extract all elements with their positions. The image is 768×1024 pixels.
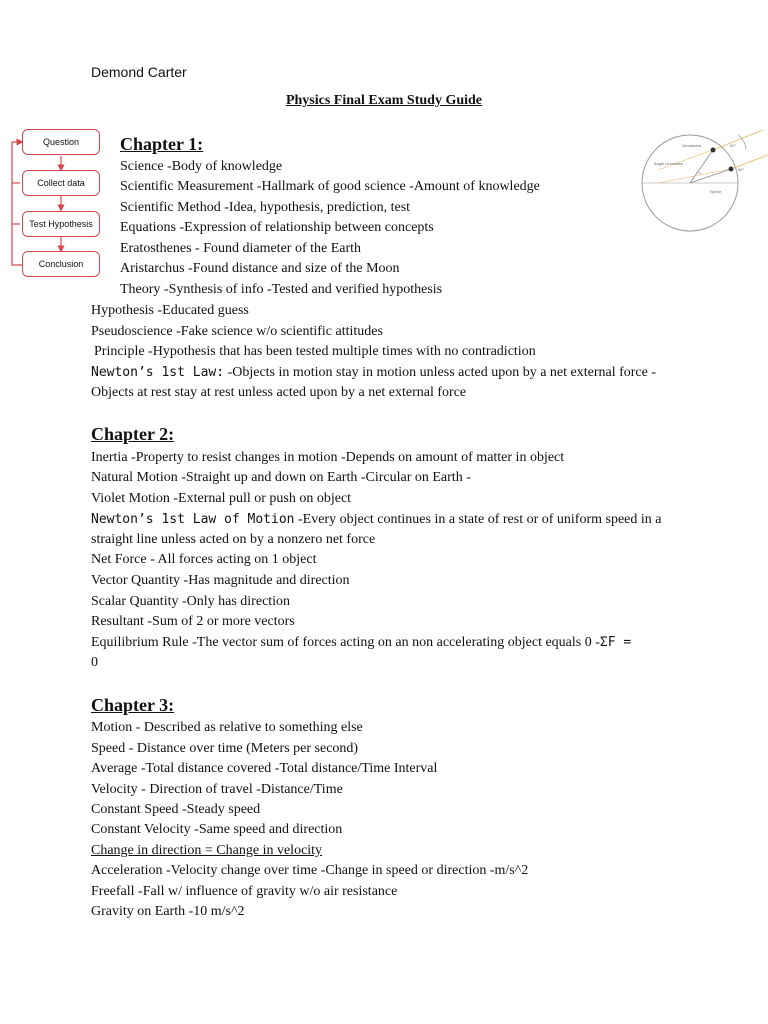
label-rotation: Angle of rotation bbox=[654, 161, 684, 166]
flow-step-test-hypothesis: Test Hypothesis bbox=[22, 211, 100, 237]
ch2-line-equilibrium-cont: 0 bbox=[91, 655, 98, 670]
ch3-line-constant-velocity: Constant Velocity -Same speed and direction bbox=[91, 822, 343, 837]
ch2-sigma-f: ΣF = bbox=[599, 635, 632, 650]
ch2-line-resultant: Resultant -Sum of 2 or more vectors bbox=[91, 614, 295, 629]
ch3-line-change-direction: Change in direction = Change in velocity bbox=[91, 843, 323, 858]
ch2-line-vector: Vector Quantity -Has magnitude and direction bbox=[91, 573, 350, 588]
ch1-line-hypothesis: Hypothesis -Educated guess bbox=[91, 303, 249, 318]
label-syene: Syene bbox=[710, 189, 722, 194]
ch2-equilibrium-text: Equilibrium Rule -The vector sum of forces acting on an non accelerating object equals 0 - bbox=[91, 635, 600, 650]
flow-step-collect-data: Collect data bbox=[22, 170, 100, 196]
eratosthenes-diagram bbox=[618, 125, 768, 235]
ch3-line-acceleration: Acceleration -Velocity change over time -Change in speed or direction -m/s^2 bbox=[91, 863, 529, 878]
chapter-1-heading: Chapter 1: bbox=[120, 134, 204, 154]
ch1-line-pseudoscience: Pseudoscience -Fake science w/o scientific attitudes bbox=[91, 324, 383, 339]
ch1-line-science: Science -Body of knowledge bbox=[120, 159, 283, 174]
ch2-line-newton-cont: straight line unless acted on by a nonzero net force bbox=[91, 532, 376, 547]
ch2-line-net-force: Net Force - All forces acting on 1 object bbox=[91, 552, 317, 567]
label-alexandria: Alexandria bbox=[682, 143, 701, 148]
flow-step-conclusion: Conclusion bbox=[22, 251, 100, 277]
ch3-line-motion: Motion - Described as relative to something else bbox=[91, 720, 363, 735]
ch1-line-newton-cont: Objects at rest stay at rest unless acted upon by a net external force bbox=[91, 385, 467, 400]
label-angle-90: 90° bbox=[738, 167, 745, 172]
ch3-line-average: Average -Total distance covered -Total distance/Time Interval bbox=[91, 761, 438, 776]
ch2-line-scalar: Scalar Quantity -Only has direction bbox=[91, 594, 291, 609]
ch2-newton-term: Newton’s 1st Law of Motion bbox=[91, 512, 295, 527]
ch1-line-newton bbox=[91, 363, 656, 383]
ch1-line-equations: Equations -Expression of relationship between concepts bbox=[120, 220, 434, 235]
ch1-line-measurement: Scientific Measurement -Hallmark of good science -Amount of knowledge bbox=[120, 179, 540, 194]
ch1-line-theory: Theory -Synthesis of info -Tested and verified hypothesis bbox=[120, 282, 443, 297]
ch1-newton-term: Newton’s 1st Law: bbox=[91, 365, 225, 380]
ch2-newton-def: -Every object continues in a state of rest or of uniform speed in a bbox=[294, 512, 662, 527]
ch1-line-eratosthenes: Eratosthenes - Found diameter of the Earth bbox=[120, 241, 362, 256]
scientific-method-flowchart bbox=[8, 126, 104, 276]
page-title: Physics Final Exam Study Guide bbox=[285, 93, 483, 108]
flow-step-question: Question bbox=[22, 129, 100, 155]
ch1-newton-def: -Objects in motion stay in motion unless acted upon by a net external force - bbox=[224, 365, 657, 380]
ch2-line-natural-motion: Natural Motion -Straight up and down on Earth -Circular on Earth - bbox=[91, 470, 471, 485]
label-angle-7: 7° bbox=[698, 171, 702, 176]
label-angle-50: 50° bbox=[730, 143, 737, 148]
ch2-line-newton bbox=[91, 510, 662, 530]
earth-circle-diagram bbox=[618, 125, 768, 235]
ch3-line-constant-speed: Constant Speed -Steady speed bbox=[91, 802, 261, 817]
ch1-line-principle: Principle -Hypothesis that has been tested multiple times with no contradiction bbox=[94, 344, 536, 359]
ch3-line-gravity: Gravity on Earth -10 m/s^2 bbox=[91, 904, 245, 919]
ch3-line-speed: Speed - Distance over time (Meters per second) bbox=[91, 741, 359, 756]
ch1-line-method: Scientific Method -Idea, hypothesis, prediction, test bbox=[120, 200, 411, 215]
ch3-line-velocity: Velocity - Direction of travel -Distance/Time bbox=[91, 782, 343, 797]
ch1-line-aristarchus: Aristarchus -Found distance and size of the Moon bbox=[120, 261, 400, 276]
author-name: Demond Carter bbox=[91, 64, 187, 80]
chapter-3-heading: Chapter 3: bbox=[91, 695, 175, 715]
ch2-line-violet-motion: Violet Motion -External pull or push on object bbox=[91, 491, 352, 506]
ch2-line-inertia: Inertia -Property to resist changes in motion -Depends on amount of matter in object bbox=[91, 450, 565, 465]
chapter-2-heading: Chapter 2: bbox=[91, 424, 175, 444]
ch2-line-equilibrium bbox=[91, 633, 631, 653]
ch3-line-freefall: Freefall -Fall w/ influence of gravity w/o air resistance bbox=[91, 884, 398, 899]
